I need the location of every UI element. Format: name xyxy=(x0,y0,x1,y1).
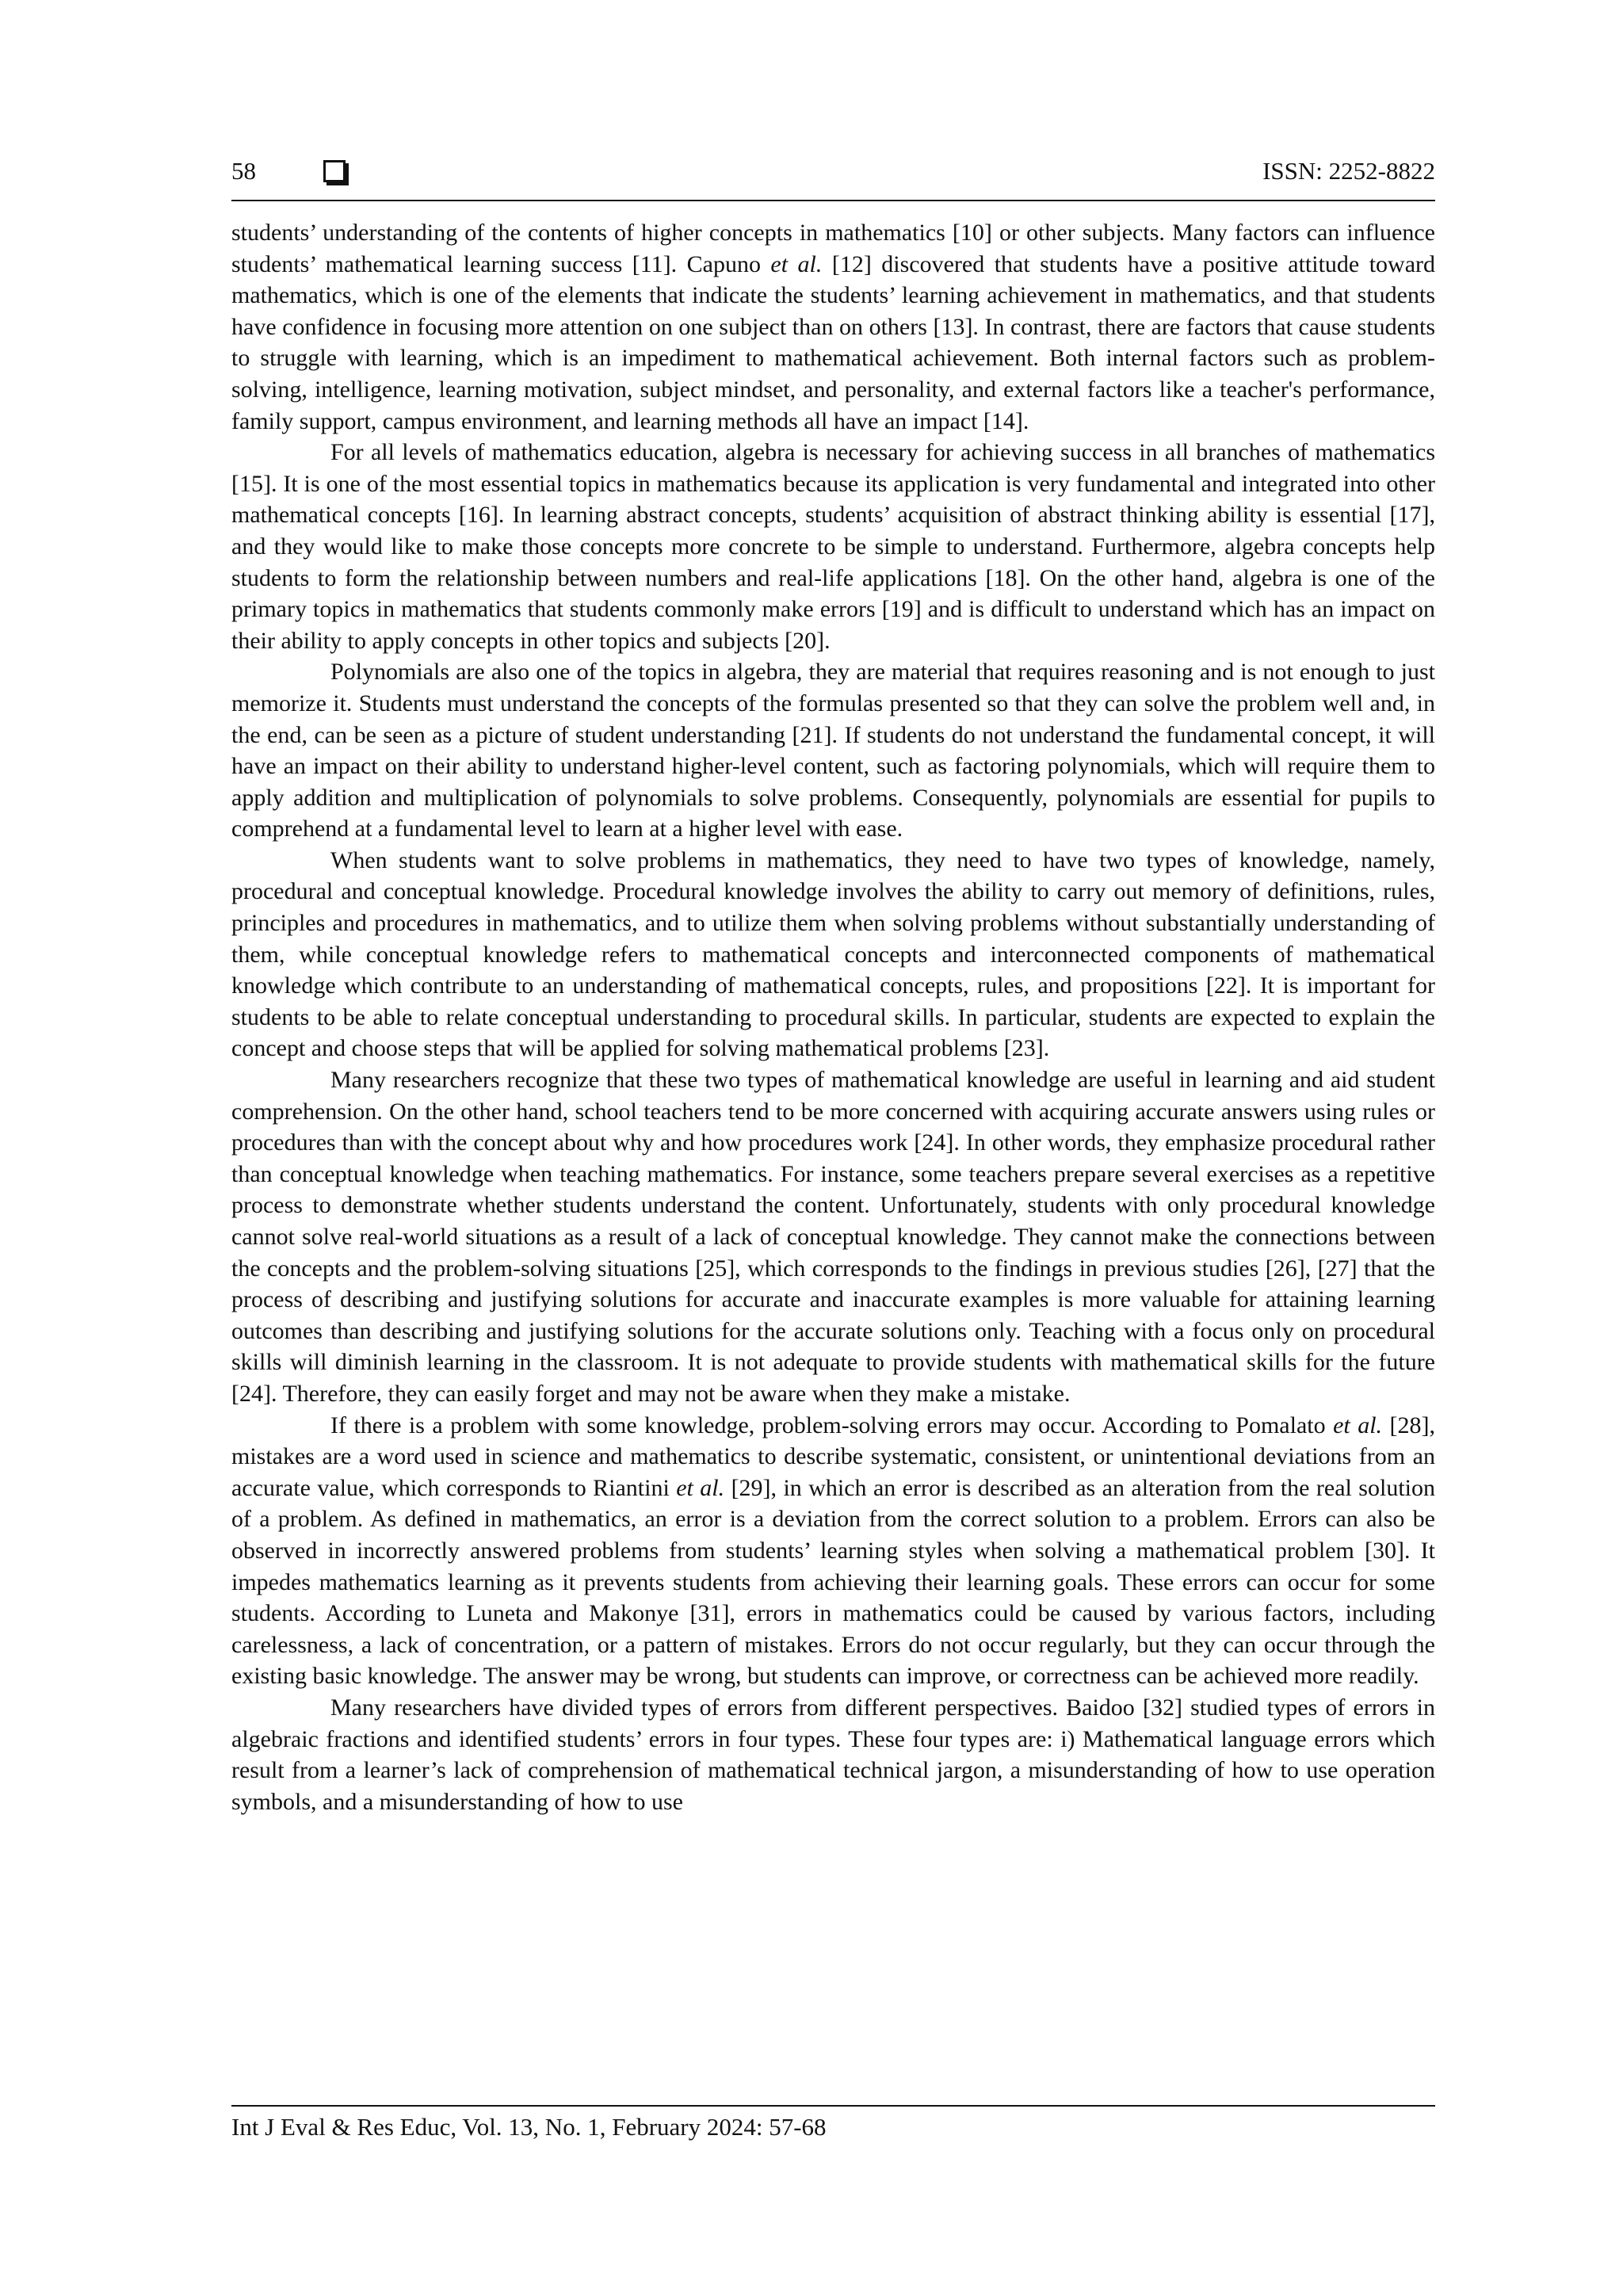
body-paragraph xyxy=(231,1692,1435,1817)
body-paragraph xyxy=(231,656,1435,845)
italic-text: et al. xyxy=(676,1474,725,1501)
body-paragraph xyxy=(231,1064,1435,1410)
page-header xyxy=(231,155,1435,193)
italic-text: et al. xyxy=(1333,1412,1383,1438)
body-text xyxy=(231,217,1435,1817)
italic-text: et al. xyxy=(770,250,823,277)
page-number: 58 xyxy=(231,157,256,185)
paragraph-text: Many researchers have divided types of errors from different perspectives. Baidoo [32] studied types of errors in algebraic fractions and identified students’ errors in four types. These four types are: i) Mathematical language errors which result from a learner’s lack of comprehension of mathematical technical jargon, a misunderstanding of how to use operation symbols, and a misunderstanding of how to use xyxy=(231,1694,1435,1815)
paragraph-text: If there is a problem with some knowledge, problem-solving errors may occur. According to Pomalato xyxy=(330,1412,1334,1438)
paragraph-text: Many researchers recognize that these two types of mathematical knowledge are useful in learning and aid student comprehension. On the other hand, school teachers tend to be more concerned with acquiring accurate answers using rules or procedures than with the concept about why and how procedures work [24]. In other words, they emphasize procedural rather than conceptual knowledge when teaching mathematics. For instance, some teachers prepare several exercises as a repetitive process to demonstrate whether students understand the content. Unfortunately, students with only procedural knowledge cannot solve real-world situations as a result of a lack of conceptual knowledge. They cannot make the connections between the concepts and the problem-solving situations [25], which corresponds to the findings in previous studies [26], [27] that the process of describing and justifying solutions for accurate and inaccurate examples is more valuable for attaining learning outcomes than describing and justifying solutions for the accurate solutions only. Teaching with a focus only on procedural skills will diminish learning in the classroom. It is not adequate to provide students with mathematical skills for the future [24]. Therefore, they can easily forget and may not be aware when they make a mistake. xyxy=(231,1067,1435,1407)
paragraph-text: [29], in which an error is described as an alteration from the real solution of a problem. As defined in mathematics, an error is a deviation from the correct solution to a problem. Errors can also be observed in incorrectly answered problems from students’ learning styles when solving a mathematical problem [30]. It impedes mathematics learning as it prevents students from achieving their learning goals. These errors can occur for some students. According to Luneta and Makonye [31], errors in mathematics could be caused by various factors, including carelessness, a lack of concentration, or a pattern of mistakes. Errors do not occur regularly, but they can occur through the existing basic knowledge. The answer may be wrong, but students can improve, or correctness can be achieved more readily. xyxy=(231,1474,1435,1690)
paragraph-text: students’ understanding of the contents of higher concepts in mathematics [10] or other subjects. Many factors can influence students’ mathematical learning success [11]. Capuno xyxy=(231,220,1435,277)
body-paragraph xyxy=(231,217,1435,437)
paragraph-text: [28], mistakes are a word used in science and mathematics to describe systematic, consistent, or unintentional deviations from an accurate value, which corresponds to Riantini xyxy=(231,1412,1435,1501)
square-icon xyxy=(323,160,346,182)
body-paragraph xyxy=(231,845,1435,1064)
paragraph-text: Polynomials are also one of the topics in algebra, they are material that requires reasoning and is not enough to just memorize it. Students must understand the concepts of the formulas presented so that they can solve the problem well and, in the end, can be seen as a picture of student understanding [21]. If students do not understand the fundamental concept, it will have an impact on their ability to understand higher-level content, such as factoring polynomials, which will require them to apply addition and multiplication of polynomials to solve problems. Consequently, polynomials are essential for pupils to comprehend at a fundamental level to learn at a higher level with ease. xyxy=(231,659,1435,842)
paragraph-text: When students want to solve problems in mathematics, they need to have two types of knowledge, namely, procedural and conceptual knowledge. Procedural knowledge involves the ability to carry out memory of definitions, rules, principles and procedures in mathematics, and to utilize them when solving problems without substantially understanding of them, while conceptual knowledge refers to mathematical concepts and interconnected components of mathematical knowledge which contribute to an understanding of mathematical concepts, rules, and propositions [22]. It is important for students to be able to relate conceptual understanding to procedural skills. In particular, students are expected to explain the concept and choose steps that will be applied for solving mathematical problems [23]. xyxy=(231,846,1435,1062)
footer-rule xyxy=(231,2105,1435,2107)
paragraph-text: For all levels of mathematics education, algebra is necessary for achieving success in all branches of mathematics [15]. It is one of the most essential topics in mathematics because its application is very fundamental and integrated into other mathematical concepts [16]. In learning abstract concepts, students’ acquisition of abstract thinking ability is essential [17], and they would like to make those concepts more concrete to be simple to understand. Furthermore, algebra concepts help students to form the relationship between numbers and real-life applications [18]. On the other hand, algebra is one of the primary topics in mathematics that students commonly make errors [19] and is difficult to understand which has an impact on their ability to apply concepts in other topics and subjects [20]. xyxy=(231,439,1435,654)
issn-label: ISSN: 2252-8822 xyxy=(1262,157,1435,185)
body-paragraph xyxy=(231,1410,1435,1692)
paragraph-text: [12] discovered that students have a positive attitude toward mathematics, which is one of the elements that indicate the students’ learning achievement in mathematics, and that students have confidence in focusing more attention on one subject than on others [13]. In contrast, there are factors that cause students to struggle with learning, which is an impediment to mathematical achievement. Both internal factors such as problem-solving, intelligence, learning motivation, subject mindset, and personality, and external factors like a teacher's performance, family support, campus environment, and learning methods all have an impact [14]. xyxy=(231,250,1435,434)
body-paragraph xyxy=(231,437,1435,656)
header-rule xyxy=(231,200,1435,201)
footer-citation: Int J Eval & Res Educ, Vol. 13, No. 1, February 2024: 57-68 xyxy=(231,2113,827,2141)
